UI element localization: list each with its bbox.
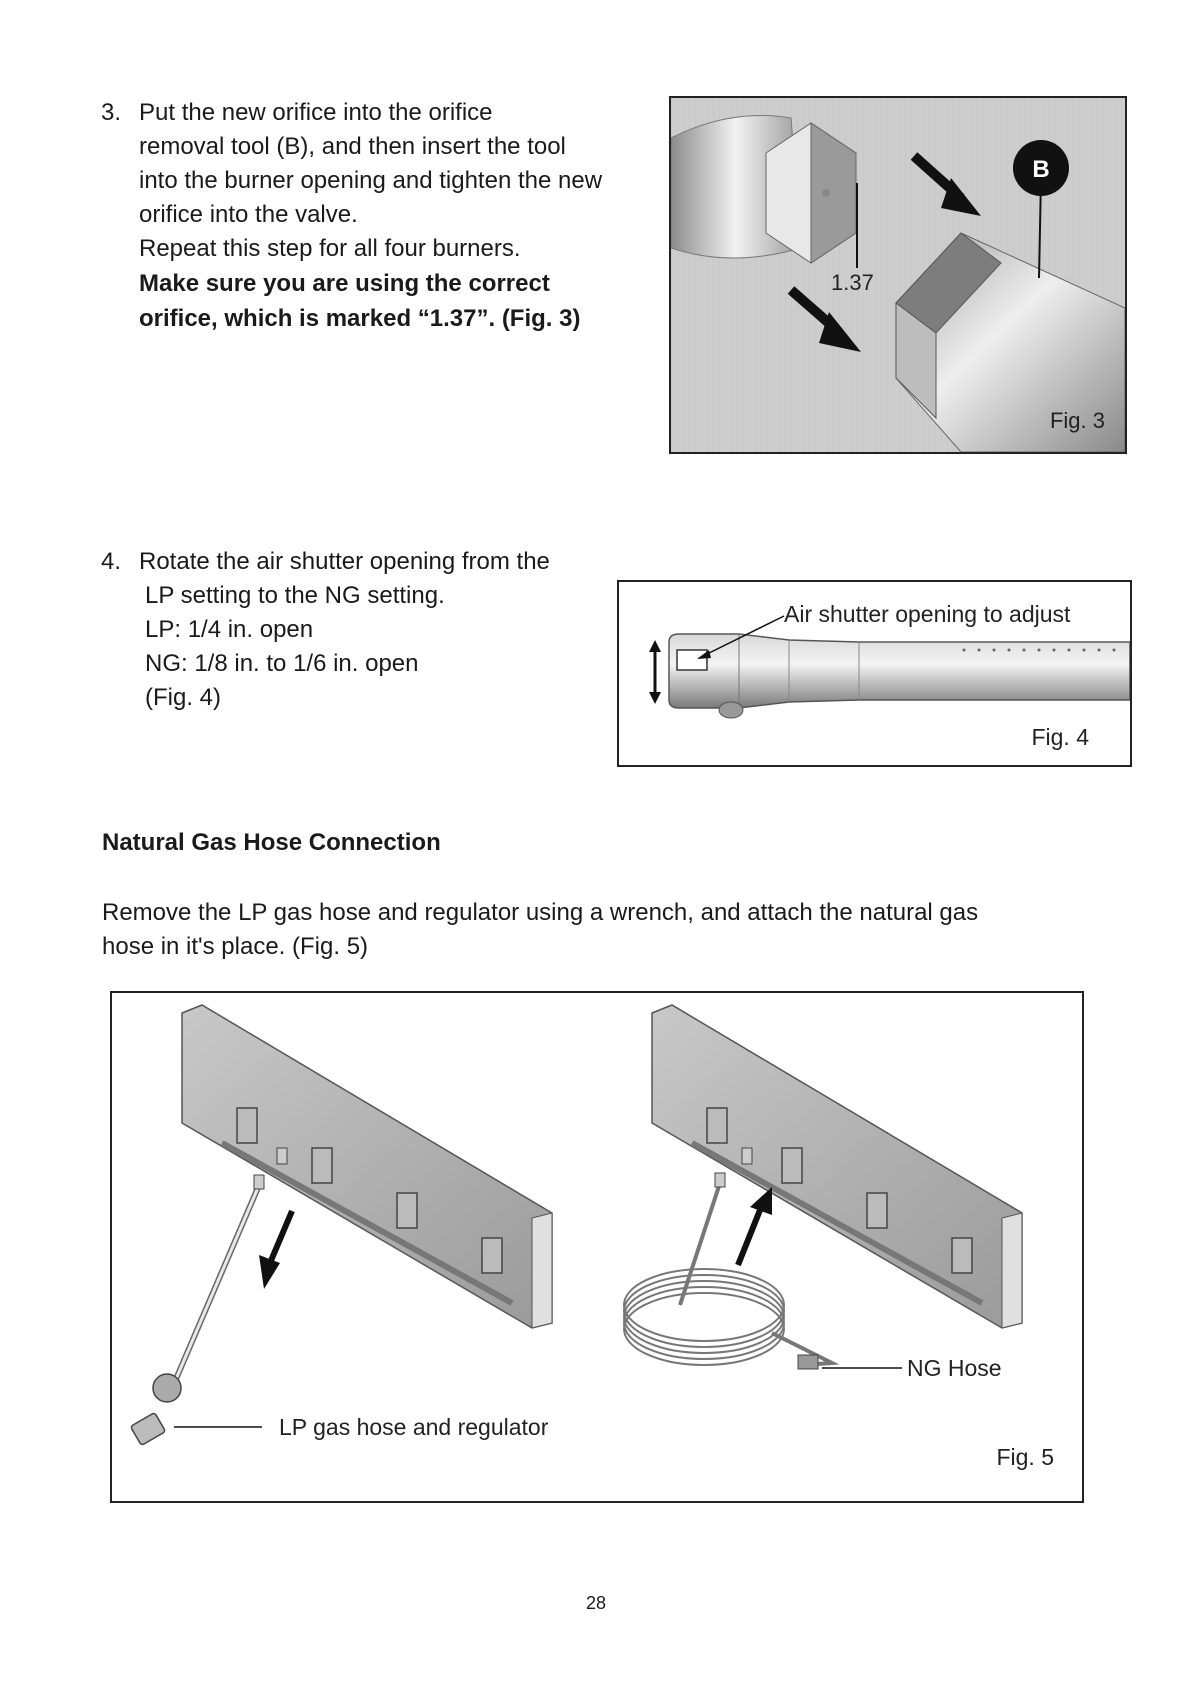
step4-number: 4. — [101, 548, 122, 575]
callout-b-label: B — [1032, 156, 1050, 183]
adjust-arrow-icon — [649, 640, 661, 704]
section-paragraph-line: Remove the LP gas hose and regulator using a wrench, and attach the natural gas — [102, 899, 979, 926]
burner-tube-illustration — [619, 582, 1130, 765]
step3-line: Put the new orifice into the orifice — [139, 99, 493, 126]
step3-warning-line: orifice, which is marked “1.37”. (Fig. 3) — [139, 305, 581, 332]
step3-number: 3. — [101, 99, 122, 126]
regulator-icon — [153, 1374, 181, 1402]
step3-line: removal tool (B), and then insert the tool — [139, 133, 566, 160]
arrow-down-icon — [259, 1211, 292, 1289]
arrow-up-icon — [738, 1187, 772, 1265]
lp-hose — [130, 1175, 264, 1446]
orifice-marking-label: 1.37 — [831, 270, 874, 295]
step4-line: (Fig. 4) — [145, 684, 222, 711]
manifold-panel-left — [182, 1005, 552, 1328]
ng-fitting-icon — [798, 1355, 818, 1369]
step4-line: Rotate the air shutter opening from the — [139, 548, 550, 575]
orifice-illustration — [671, 98, 1125, 452]
figure-3 — [669, 96, 1127, 454]
page-number: 28 — [586, 1593, 607, 1613]
hose-replacement-illustration — [112, 993, 1082, 1501]
ng-hose-callout: NG Hose — [907, 1355, 1002, 1381]
step3-line: orifice into the valve. — [139, 201, 358, 228]
manifold-panel-right — [652, 1005, 1022, 1328]
lp-hose-callout: LP gas hose and regulator — [279, 1414, 549, 1440]
figure-5-label: Fig. 5 — [996, 1444, 1054, 1470]
step4-line: LP setting to the NG setting. — [145, 582, 445, 609]
figure-4-label: Fig. 4 — [1031, 724, 1089, 750]
step4-line: LP: 1/4 in. open — [145, 616, 314, 643]
air-shutter-callout: Air shutter opening to adjust — [784, 601, 1071, 627]
section-paragraph-line: hose in it's place. (Fig. 5) — [102, 933, 369, 960]
figure-5 — [110, 991, 1084, 1503]
section-heading: Natural Gas Hose Connection — [102, 829, 441, 856]
step3-line: Repeat this step for all four burners. — [139, 235, 521, 262]
figure-4 — [617, 580, 1132, 767]
step4-line: NG: 1/8 in. to 1/6 in. open — [145, 650, 419, 677]
step3-warning-line: Make sure you are using the correct — [139, 270, 550, 297]
figure-3-label: Fig. 3 — [1049, 408, 1105, 433]
step3-line: into the burner opening and tighten the new — [139, 167, 603, 194]
